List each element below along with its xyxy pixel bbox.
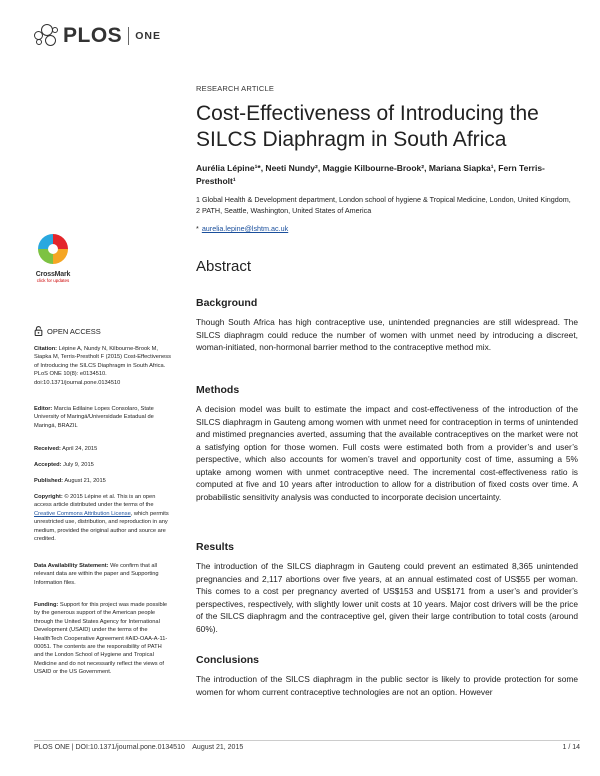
- copyright-label: Copyright:: [34, 494, 63, 500]
- page-footer: [34, 740, 580, 751]
- data-availability-label: Data Availability Statement:: [34, 563, 109, 569]
- copyright-block: [34, 493, 172, 543]
- journal-logo[interactable]: [34, 24, 161, 48]
- crossmark-badge[interactable]: [30, 232, 76, 283]
- corresponding-email: [196, 224, 288, 233]
- affiliations: 1 Global Health & Development department, London school of hygiene & Tropical Medicine, London, United Kingdom, 2 PATH, Seattle, Washington, United States of America: [196, 195, 571, 215]
- author-list: Aurélia Lépine¹*, Neeti Nundy², Maggie Kilbourne-Brook², Mariana Siapka¹, Fern Terris-Prestholt¹: [196, 163, 545, 186]
- funding-block: [34, 601, 172, 677]
- background-text: Though South Africa has high contraceptive use, unintended pregnancies are still widespread. The SILCS diaphragm could reduce the number of women with unmet need by introducing a discreet, woman-initiated, non-hormonal barrier method to the contraceptive method mix.: [196, 317, 578, 352]
- footer-citation: PLOS ONE | DOI:10.1371/journal.pone.0134510 August 21, 2015: [34, 744, 244, 751]
- crossmark-label: CrossMark: [35, 271, 71, 278]
- citation-label: Citation:: [34, 346, 58, 352]
- published-label: Published:: [34, 478, 64, 484]
- accepted-label: Accepted:: [34, 462, 62, 468]
- results-heading: Results: [196, 541, 234, 553]
- article-type: RESEARCH ARTICLE: [196, 84, 275, 93]
- received-block: [34, 445, 172, 453]
- editor-label: Editor:: [34, 406, 53, 412]
- results-text: The introduction of the SILCS diaphragm in Gauteng could prevent an estimated 8,365 unintended pregnancies and 2,117 abortions over five years, at an annual estimated cost of US$55 per woman. This comes to a cost per pregnancy averted of US$153 and US$171 from a user’s and provider’s perspectives, respectively, with slightly lower unit costs at 10 years. Major cost drivers will be the price of the SILCS diaphragm and the contraceptive gel, given their large contribution to total costs (around 60%).: [196, 561, 578, 634]
- open-access-lock-icon: [34, 326, 43, 336]
- copyright-text-end: , which permits unrestricted use, distribution, and reproduction in any medium, provided the original author and source are credited.: [34, 510, 169, 543]
- received-date: April 24, 2015: [62, 446, 98, 452]
- methods-heading: Methods: [196, 384, 240, 396]
- open-access-label: OPEN ACCESS: [47, 326, 101, 336]
- open-access-badge: [34, 326, 101, 336]
- published-date: August 21, 2015: [64, 478, 106, 484]
- citation-block: [34, 345, 172, 387]
- received-label: Received:: [34, 446, 61, 452]
- journal-name: ONE: [135, 30, 161, 42]
- copyright-text: © 2015 Lépine et al. This is an open access article distributed under the terms of the: [34, 494, 156, 509]
- logo-divider: [128, 27, 129, 45]
- page-number: 1 / 14: [562, 744, 580, 751]
- license-link[interactable]: Creative Commons Attribution License: [34, 510, 131, 517]
- brand-name: PLOS: [63, 24, 123, 47]
- citation-text: Lépine A, Nundy N, Kilbourne-Brook M, Siapka M, Terris-Prestholt F (2015) Cost-Effectiveness of Introducing the SILCS Diaphragm in South Africa. PLoS ONE 10(8): e0134510. doi:10.1371/journal.pone.0134510: [34, 346, 171, 386]
- published-block: [34, 477, 172, 485]
- article-title: Cost-Effectiveness of Introducing the SILCS Diaphragm in South Africa: [196, 102, 539, 151]
- funding-label: Funding:: [34, 602, 59, 608]
- asterisk-marker: *: [196, 224, 199, 233]
- accepted-date: July 9, 2015: [63, 462, 94, 468]
- methods-text: A decision model was built to estimate the impact and cost-effectiveness of the introduction of the SILCS diaphragm in Gauteng among women with unmet need for contraception in terms of unintended and mistimed pregnancies averted, assuming that the available contraceptives on the market were not a satisfying option for those women. Full costs were estimated both from a provider’s and user’s perspective, which also accounts for women’s travel and opportunity cost of time, assuming a 5% uptake among women with unmet contraceptive need. The incremental cost-effectiveness ratio is computed at five and 10 years after introduction to allow for a distribution of fixed costs over time. A probabilistic sensitivity analysis was conducted to incorporate decision uncertainty.: [196, 404, 578, 502]
- editor-block: [34, 405, 172, 430]
- plos-logo-icon: [34, 24, 60, 48]
- funding-text: Support for this project was made possible by the generous support of the American people through the United States Agency for International Development (USAID) under the terms of the HealthTech Cooperative Agreement #AID-OAA-A-11-00051. The contents are the responsibility of PATH and the London School of Hygiene and Tropical Medicine and do not necessarily reflect the views of USAID or the US Government.: [34, 602, 168, 676]
- accepted-block: [34, 461, 172, 469]
- editor-text: Marcia Edilaine Lopes Consolaro, State University of Maringá/Universidade Estadual de Maringá, BRAZIL: [34, 406, 154, 429]
- crossmark-sublabel: click for updates: [36, 278, 70, 283]
- abstract-heading: Abstract: [196, 258, 252, 275]
- conclusions-text: The introduction of the SILCS diaphragm in the public sector is likely to provide protection for some women for whom current contraceptive technologies are not an option. However: [196, 674, 578, 697]
- crossmark-icon: [36, 232, 70, 266]
- data-availability-block: [34, 562, 172, 587]
- email-link[interactable]: aurelia.lepine@lshtm.ac.uk: [201, 224, 289, 233]
- data-availability-text: We confirm that all relevant data are within the paper and Supporting Information files.: [34, 563, 159, 586]
- background-heading: Background: [196, 297, 258, 309]
- conclusions-heading: Conclusions: [196, 654, 260, 666]
